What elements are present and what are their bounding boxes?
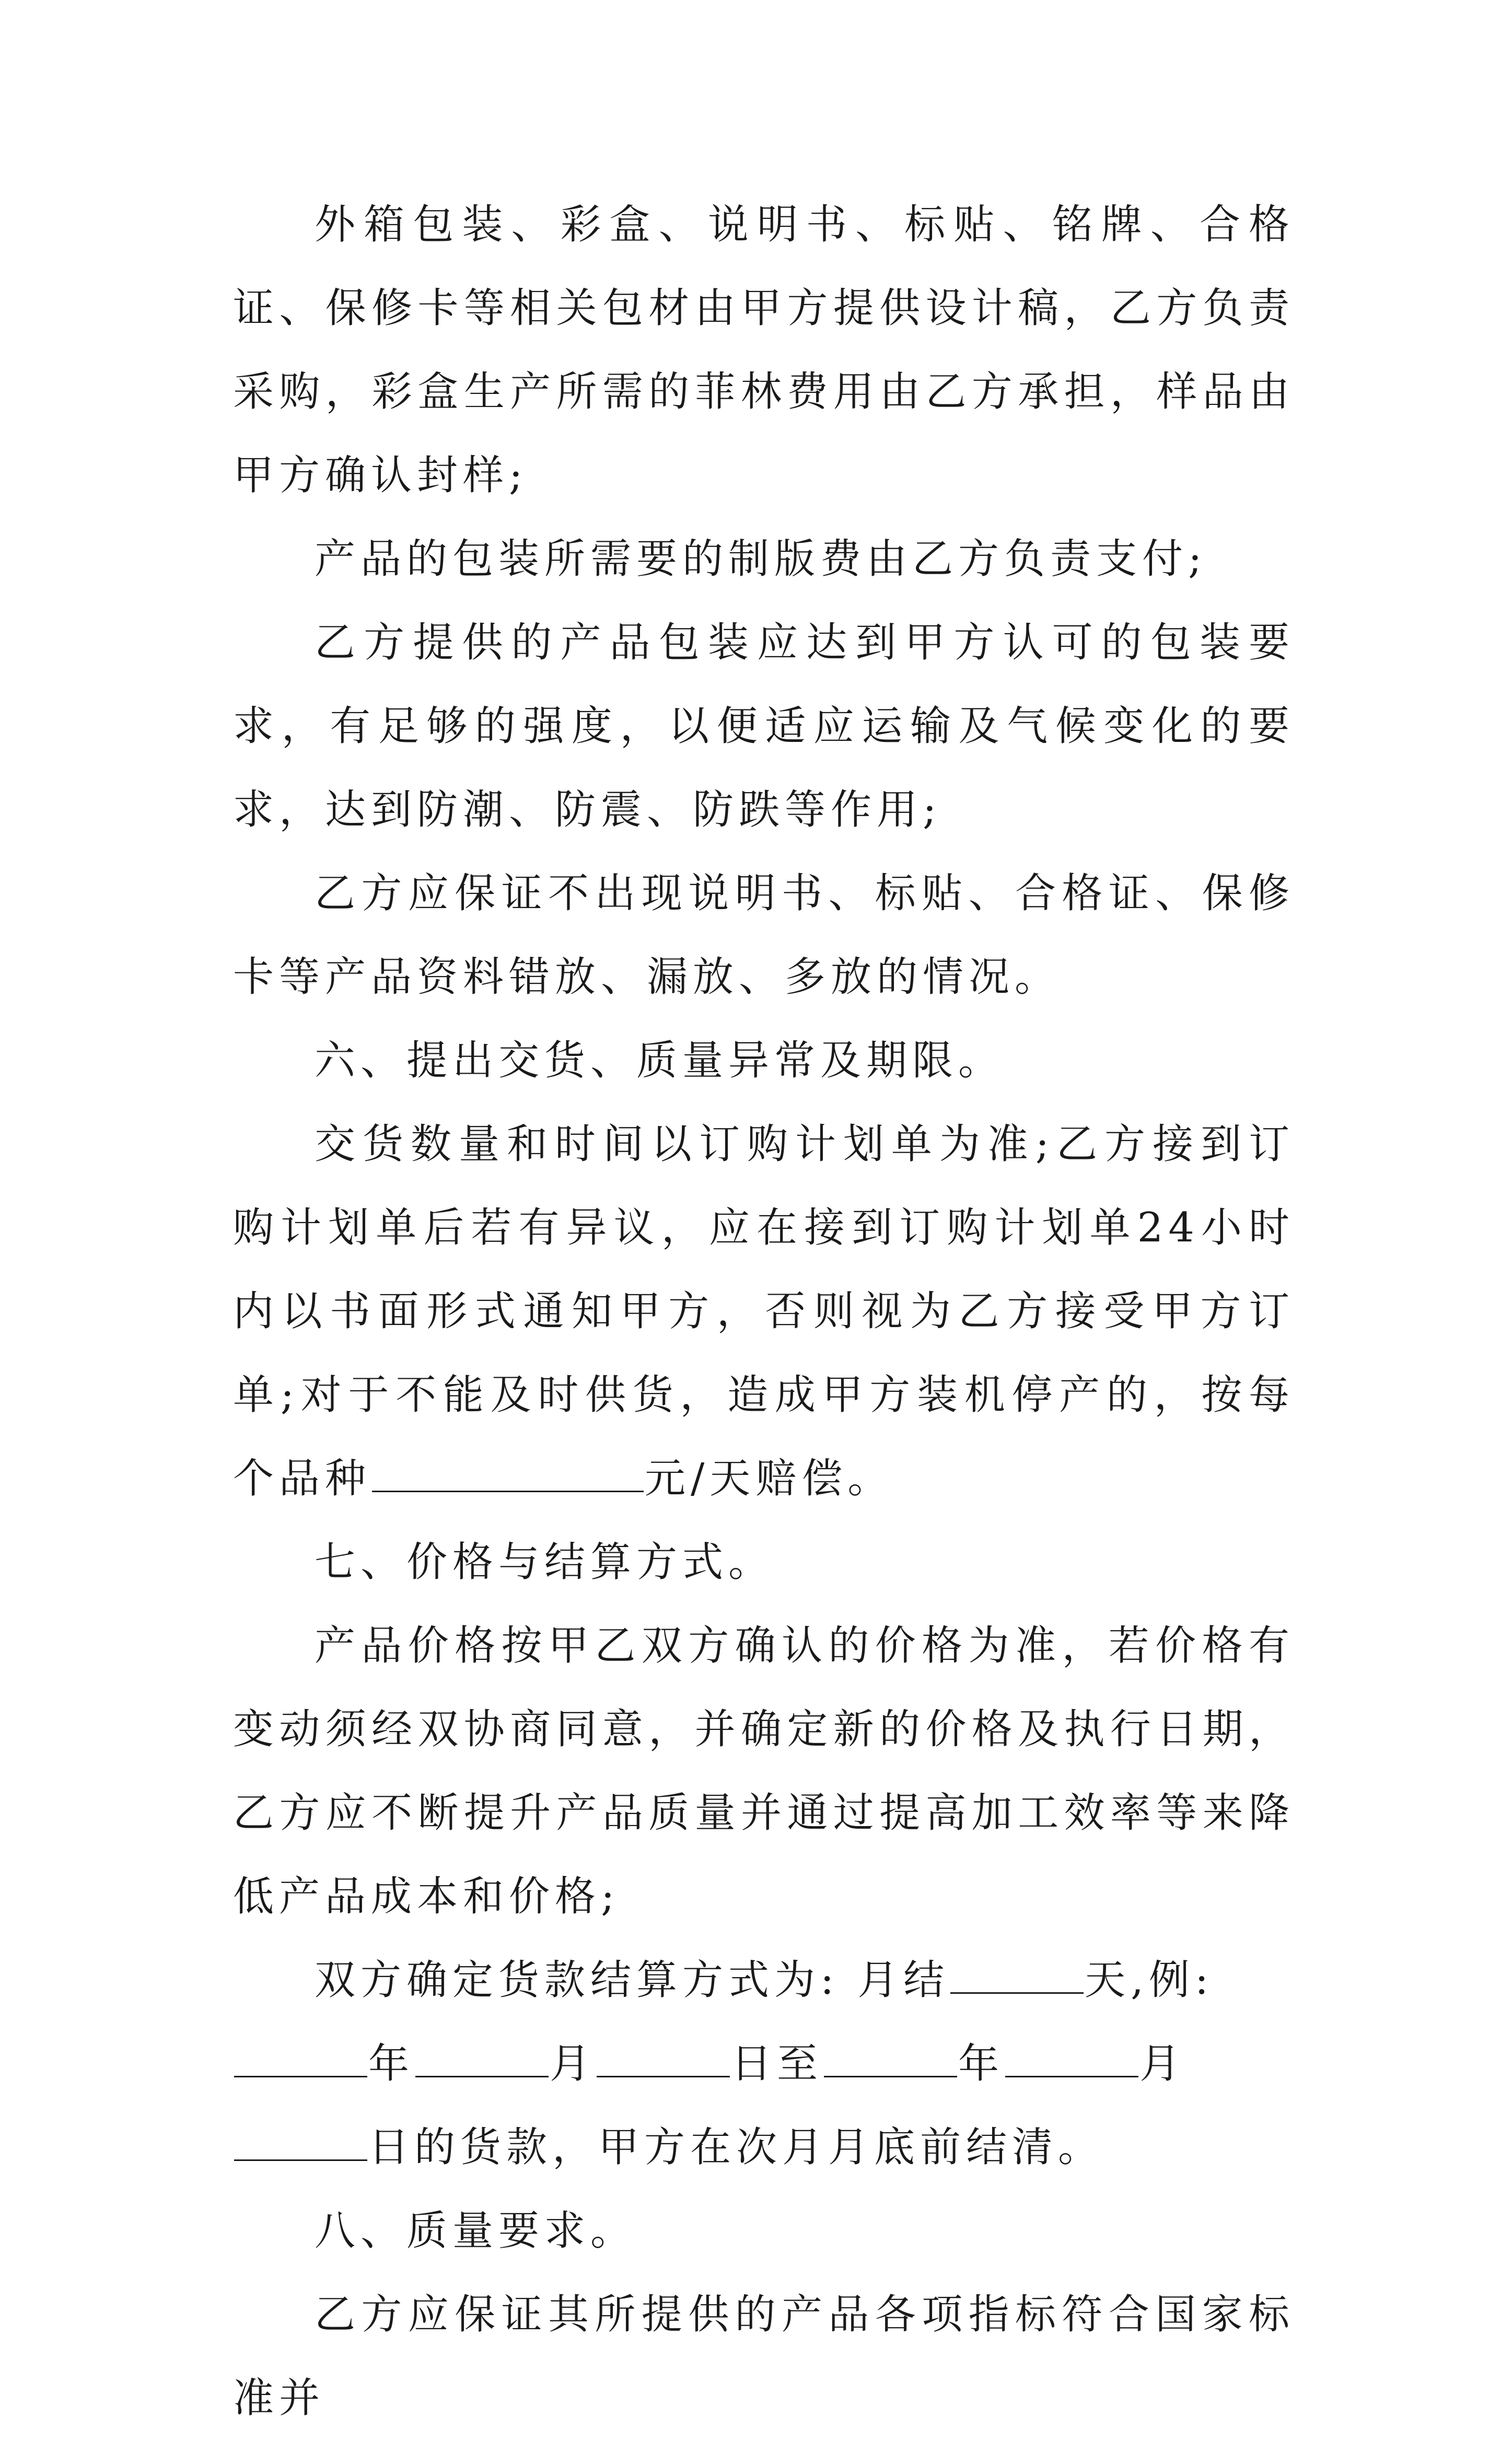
paragraph-settlement <box>233 1938 1295 2189</box>
paragraph-documents-placement: 乙方应保证不出现说明书、标贴、合格证、保修卡等产品资料错放、漏放、多放的情况。 <box>233 870 1295 1001</box>
settlement-month1-blank <box>415 2041 549 2077</box>
settlement-year2-label: 年 <box>958 2040 1005 2087</box>
paragraph-delivery <box>233 1102 1295 1520</box>
settlement-day1-blank <box>597 2041 730 2077</box>
paragraph-delivery-tail: 元/天赔偿。 <box>645 1455 894 1502</box>
paragraph-packaging-materials: 外箱包装、彩盒、说明书、标贴、铭牌、合格证、保修卡等相关包材由甲方提供设计稿，乙方负责采购，彩盒生产所需的菲林费用由乙方承担，样品由甲方确认封样; <box>233 201 1295 499</box>
compensation-amount-blank <box>372 1456 644 1492</box>
settlement-month2-label: 月 <box>1139 2040 1186 2087</box>
section-7-title: 七、价格与结算方式。 <box>315 1539 775 1586</box>
settlement-day2-blank <box>234 2125 367 2161</box>
settlement-year2-blank <box>824 2041 957 2077</box>
section-6-title: 六、提出交货、质量异常及期限。 <box>315 1037 1005 1084</box>
settlement-year1-label: 年 <box>368 2040 415 2087</box>
settlement-prefix: 双方确定货款结算方式为: 月结 <box>315 1957 950 2004</box>
paragraph-delivery-text: 交货数量和时间以订购计划单为准;乙方接到订购计划单后若有异议，应在接到订购计划单24小时内以书面形式通知甲方，否则视为乙方接受甲方订单;对于不能及时供货，造成甲方装机停产的，按每个品种 <box>233 1121 1295 1502</box>
paragraph-quality: 乙方应保证其所提供的产品各项指标符合国家标准并 <box>233 2291 1295 2422</box>
settlement-month1-label: 月 <box>550 2040 596 2087</box>
paragraph-plate-fee: 产品的包装所需要的制版费由乙方负责支付; <box>315 536 1207 583</box>
settlement-days-blank <box>950 1958 1084 1994</box>
section-8-title: 八、质量要求。 <box>315 2207 637 2255</box>
settlement-days-unit: 天,例: <box>1085 1957 1214 2004</box>
paragraph-pricing: 产品价格按甲乙双方确认的价格为准，若价格有变动须经双协商同意，并确定新的价格及执行日期，乙方应不断提升产品质量并通过提高加工效率等来降低产品成本和价格; <box>233 1622 1295 1920</box>
settlement-year1-blank <box>234 2041 367 2077</box>
settlement-month2-blank <box>1005 2041 1138 2077</box>
settlement-day-end-label: 日的货款，甲方在次月月底前结清。 <box>368 2124 1104 2171</box>
document-body <box>233 183 1295 2440</box>
settlement-day-to-label: 日至 <box>731 2040 823 2087</box>
paragraph-packaging-strength: 乙方提供的产品包装应达到甲方认可的包装要求，有足够的强度，以便适应运输及气候变化的要求，达到防潮、防震、防跌等作用; <box>233 619 1295 833</box>
